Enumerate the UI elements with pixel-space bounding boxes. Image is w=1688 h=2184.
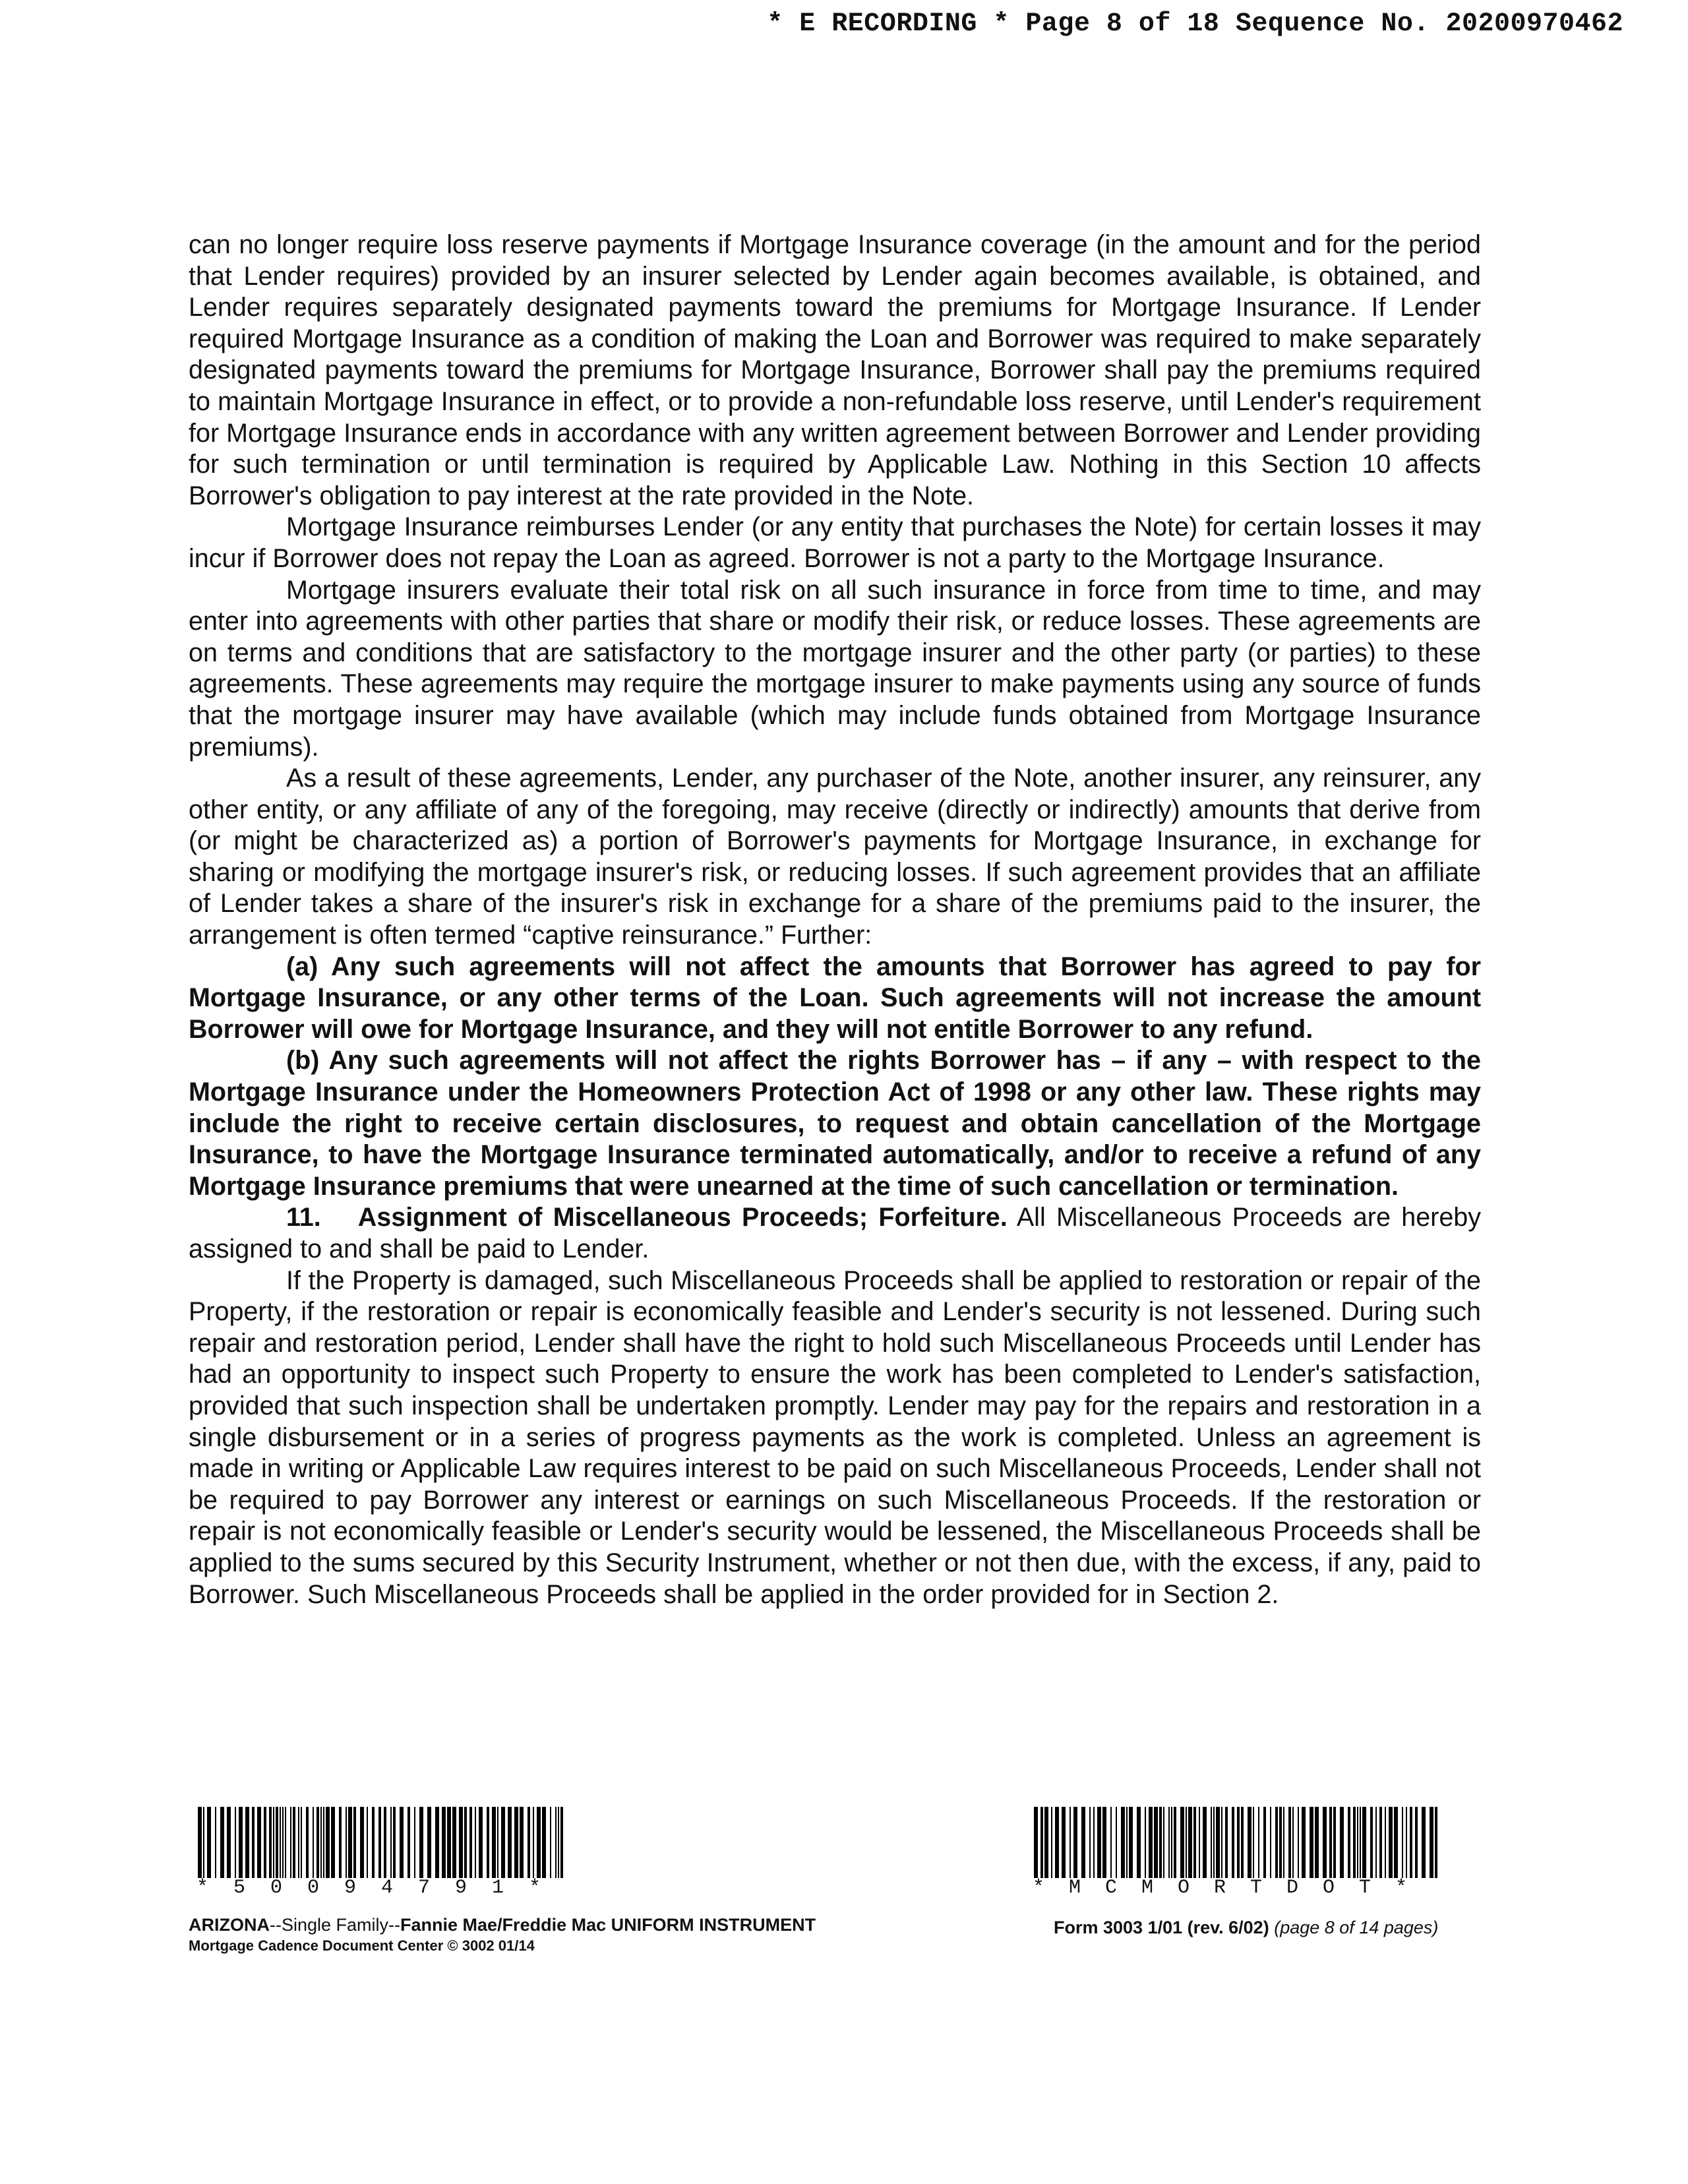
barcode-bar [1288,1807,1291,1878]
barcode-bar [469,1807,472,1878]
barcode-bar [1329,1807,1332,1878]
section-11-number: 11. [286,1203,321,1232]
barcode-bar [1357,1807,1358,1878]
barcode-bar [1258,1807,1259,1878]
barcode-bar [1203,1807,1207,1878]
section-11-paragraph [189,1202,1481,1265]
barcode-bar [1353,1807,1356,1878]
barcode-bar [1163,1807,1164,1878]
barcode-bar [306,1807,309,1878]
barcode-bar [220,1807,224,1878]
barcode-bar [316,1807,319,1878]
barcode-bar [245,1807,249,1878]
barcode-left [196,1807,566,1899]
barcode-bar [1171,1807,1172,1878]
barcode-bar [326,1807,330,1878]
barcode-bar [1379,1807,1382,1878]
barcode-bar [1089,1807,1091,1878]
barcode-bar [346,1807,347,1878]
barcode-bar [269,1807,272,1878]
barcode-bar [1188,1807,1192,1878]
barcode-bar [442,1807,446,1878]
barcode-bar [542,1807,546,1878]
barcode-bar [514,1807,518,1878]
barcode-bar [1394,1807,1398,1878]
footer-left [189,1914,816,1956]
barcode-bar [1149,1807,1153,1878]
barcode-bar [1435,1807,1437,1878]
barcode-bar [1145,1807,1146,1878]
barcode-bar [298,1807,299,1878]
barcode-bar [452,1807,456,1878]
barcode-bar [235,1807,236,1878]
barcode-bar [1097,1807,1101,1878]
barcode-bar [282,1807,284,1878]
barcode-bar [479,1807,483,1878]
barcode-bar [313,1807,314,1878]
barcode-bar [1292,1807,1294,1878]
barcode-bar [1180,1807,1184,1878]
barcode-bar [1093,1807,1095,1878]
barcode-bar [285,1807,286,1878]
barcode-bar [339,1807,342,1878]
barcode-bar [1102,1807,1106,1878]
barcode-bar [1302,1807,1306,1878]
footer-doc-center: Mortgage Cadence Document Center © 3002 01/14 [189,1937,535,1954]
barcode-bar [508,1807,512,1878]
footer-right [1054,1916,1438,1939]
barcode-bar [1168,1807,1170,1878]
barcode-bar [1410,1807,1412,1878]
barcode-bar [1430,1807,1433,1878]
barcode-bar [264,1807,266,1878]
barcode-bar [378,1807,381,1878]
barcode-bar [427,1807,431,1878]
barcode-bar [528,1807,530,1878]
paragraph-captive-reinsurance: As a result of these agreements, Lender, any purchaser of the Note, another insurer, any reinsurer, any other entity, or any affiliate of any of the foregoing, may receive (directly or indirectly) amounts that derive from (or might be characterized as) a portion of Borrower's payments for Mortgage Insurance, in exchange for sharing or modifying the mortgage insurer's risk, or reducing losses. If such agreement provides that an affiliate of Lender takes a share of the insurer's risk in exchange for a share of the premiums paid to the insurer, the arrangement is often termed “captive reinsurance.” Further: [189,764,1481,950]
barcode-bar [459,1807,463,1878]
barcode-bar [372,1807,375,1878]
barcode-bar [1323,1807,1327,1878]
barcode-bar [1199,1807,1200,1878]
document-body [189,229,1481,1610]
barcode-bar [1340,1807,1344,1878]
barcode-bar [1241,1807,1244,1878]
barcode-bar [1126,1807,1128,1878]
paragraph-property-damaged: If the Property is damaged, such Miscellaneous Proceeds shall be applied to restoration or repair of the Property, if the restoration or repair is economically feasible and Lender's security is not lessened. During such repair and restoration period, Lender shall have the right to hold such Miscellaneous Proceeds until Lender has had an opportunity to inspect such Property to ensure the work has been completed to Lender's satisfaction, provided that such inspection shall be undertaken promptly. Lender may pay for the repairs and restoration in a single disbursement or in a series of progress payments as the work is completed. Unless an agreement is made in writing or Applicable Law requires interest to be paid on such Miscellaneous Proceeds, Lender shall not be required to pay Borrower any interest or earnings on such Miscellaneous Proceeds. If the restoration or repair is not economically feasible or Lender's security would be lessened, the Miscellaneous Proceeds shall be applied to the sums secured by this Security Instrument, whether or not then due, with the excess, if any, paid to Borrower. Such Miscellaneous Proceeds shall be applied in the order provided for in Section 2. [189,1265,1481,1609]
barcode-bar [1186,1807,1187,1878]
barcode-bar [239,1807,243,1878]
barcode-bar [276,1807,278,1878]
barcode-bar [1283,1807,1284,1878]
barcode-bar [533,1807,534,1878]
footer-form-line [1054,1916,1438,1939]
barcode-bar [1121,1807,1125,1878]
barcode-bar [1040,1807,1043,1878]
barcode-bar [1370,1807,1373,1878]
barcode-bar [1159,1807,1162,1878]
barcode-bar [390,1807,392,1878]
barcode-bar [1073,1807,1077,1878]
footer-instrument: Fannie Mae/Freddie Mac UNIFORM INSTRUMENT [400,1915,816,1935]
barcode-bar [1298,1807,1299,1878]
footer-page-count: (page 8 of 14 pages) [1274,1918,1439,1937]
barcode-bar [301,1807,302,1878]
barcode-left-bars [196,1807,566,1878]
barcode-bar [367,1807,368,1878]
barcode-bar [555,1807,557,1878]
barcode-bar [252,1807,255,1878]
barcode-bar [1116,1807,1117,1878]
paragraph-clause-a: (a) Any such agreements will not affect the amounts that Borrower has agreed to pay for Mortgage Insurance, or any other terms of the Loan. Such agreements will not increase the amount Borrower will owe for Mortgage Insurance, and they will not entitle Borrower to any refund. [189,952,1481,1044]
barcode-bar [419,1807,423,1878]
barcode-bar [1402,1807,1403,1878]
barcode-bar [1174,1807,1176,1878]
barcode-bar [215,1807,216,1878]
barcode-bar [1385,1807,1386,1878]
barcode-bar [323,1807,324,1878]
barcode-bar [384,1807,386,1878]
barcode-bar [348,1807,352,1878]
paragraph-mi-insurers: Mortgage insurers evaluate their total risk on all such insurance in force from time to time, and may enter into agreements with other parties that share or modify their risk, or reduce losses. These agreements are on terms and conditions that are satisfactory to the mortgage insurer and the other party (or parties) to these agreements. These agreements may require the mortgage insurer to make payments using any source of funds that the mortgage insurer may have available (which may include funds obtained from Mortgage Insurance premiums). [189,575,1481,762]
barcode-bar [1129,1807,1133,1878]
barcode-bar [1070,1807,1071,1878]
paragraph-loss-reserve: can no longer require loss reserve payments if Mortgage Insurance coverage (in the amount and for the period that Lender requires) provided by an insurer selected by Lender again becomes available, is obtained, and Lender requires separately designated payments toward the premiums for Mortgage Insurance. If Lender required Mortgage Insurance as a condition of making the Loan and Borrower was required to make separately designated payments toward the premiums for Mortgage Insurance, Borrower shall pay the premiums required to maintain Mortgage Insurance in effect, or to provide a non-refundable loss reserve, until Lender's requirement for Mortgage Insurance ends in accordance with any written agreement between Borrower and Lender providing for such termination or until termination is required by Applicable Law. Nothing in this Section 10 affects Borrower's obligation to pay interest at the rate provided in the Note. [189,230,1481,510]
section-11-title: Assignment of Miscellaneous Proceeds; Forfeiture. [357,1203,1008,1232]
barcode-bar [550,1807,551,1878]
barcode-bar [1213,1807,1215,1878]
barcode-bar [1081,1807,1085,1878]
footer-instrument-line [189,1914,816,1936]
barcode-right [1033,1807,1440,1899]
barcode-bar [203,1807,204,1878]
barcode-bar [464,1807,467,1878]
barcode-bar [435,1807,439,1878]
barcode-bar [198,1807,202,1878]
barcode-bar [1375,1807,1377,1878]
barcode-bar [1248,1807,1251,1878]
barcode-bar [1221,1807,1222,1878]
barcode-bar [520,1807,524,1878]
recording-header: * E RECORDING * Page 8 of 18 Sequence No. 20200970462 [767,9,1623,39]
barcode-right-digits: *MCMORTDOT* [1033,1877,1432,1899]
barcode-bar [537,1807,541,1878]
barcode-bar [1051,1807,1052,1878]
barcode-bar [1275,1807,1278,1878]
barcode-bar [1263,1807,1266,1878]
barcode-bar [558,1807,559,1878]
section-11-text: All Miscellaneous Proceeds are hereby assigned to and shall be paid to Lender. [189,1203,1482,1263]
barcode-bar [1211,1807,1212,1878]
barcode-bar [1232,1807,1234,1878]
barcode-bar [227,1807,231,1878]
barcode-bar [280,1807,281,1878]
barcode-bar [1044,1807,1048,1878]
barcode-bar [1360,1807,1361,1878]
barcode-bar [1422,1807,1426,1878]
barcode-bar [393,1807,396,1878]
footer-form-number: Form 3003 1/01 (rev. 6/02) [1054,1918,1269,1937]
barcode-bar [331,1807,335,1878]
barcode-bar [1415,1807,1418,1878]
paragraph-clause-b: (b) Any such agreements will not affect the rights Borrower has – if any – with respect to the Mortgage Insurance under the Homeowners Protection Act of 1998 or any other law. These rights may include the right to receive certain disclosures, to request and obtain cancellation of the Mortgage Insurance, to have the Mortgage Insurance terminated automatically, and/or to receive a refund of any Mortgage Insurance premiums that were unearned at the time of such cancellation or termination. [189,1046,1481,1201]
barcode-bar [273,1807,274,1878]
barcode-bar [320,1807,322,1878]
barcode-bar [1237,1807,1240,1878]
barcode-bar [501,1807,505,1878]
barcode-bar [475,1807,476,1878]
barcode-bar [1216,1807,1220,1878]
barcode-bar [1310,1807,1313,1878]
barcode-bar [414,1807,415,1878]
barcode-bar [1348,1807,1350,1878]
barcode-bar [400,1807,404,1878]
barcode-left-digits: *50094791* [196,1877,566,1899]
barcode-bar [1389,1807,1393,1878]
barcode-bar [1193,1807,1196,1878]
barcode-bar [1279,1807,1282,1878]
barcode-bar [257,1807,261,1878]
barcode-bar [290,1807,291,1878]
barcode-bar [497,1807,498,1878]
barcode-bar [1333,1807,1336,1878]
barcode-bar [207,1807,211,1878]
barcode-bar [492,1807,496,1878]
barcode-bar [1270,1807,1271,1878]
barcode-bar [1225,1807,1228,1878]
barcode-bar [1253,1807,1254,1878]
barcode-bar [560,1807,563,1878]
barcode-bar [1110,1807,1112,1878]
footer-family: --Single Family-- [270,1915,401,1935]
barcode-bar [487,1807,489,1878]
barcode-bar [1362,1807,1366,1878]
barcode-bar [1034,1807,1038,1878]
barcode-bar [1315,1807,1319,1878]
barcode-bar [1406,1807,1407,1878]
paragraph-mi-reimburses: Mortgage Insurance reimburses Lender (or any entity that purchases the Note) for certain losses it may incur if Borrower does not repay the Loan as agreed. Borrower is not a party to the Mortgage Insurance. [189,512,1481,573]
barcode-bar [447,1807,451,1878]
barcode-bar [407,1807,410,1878]
barcode-bar [293,1807,295,1878]
footer-state: ARIZONA [189,1915,270,1935]
barcode-bar [1062,1807,1066,1878]
barcode-right-bars [1033,1807,1440,1878]
barcode-bar [1055,1807,1059,1878]
barcode-bar [1137,1807,1141,1878]
barcode-bar [353,1807,356,1878]
barcode-bar [360,1807,364,1878]
barcode-bar [1154,1807,1158,1878]
